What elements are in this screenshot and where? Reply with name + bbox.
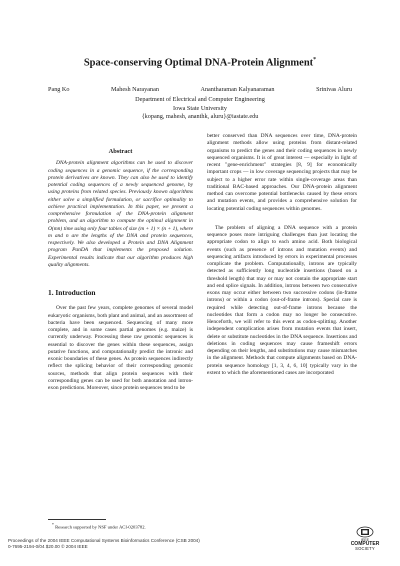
department: Department of Electrical and Computer Engineering: [135, 96, 265, 103]
intro-paragraph-1: Over the past few years, complete genomes of several model eukaryotic organisms, both plant and animal, and an assortment of bacteria have been sequenced. Sequencing of many more complete, and in some cases partial genomes (e.g. maize) is currently underway. Processing these raw genomic sequences is essential to discover the genes within these sequences, assign putative functions, and computationally predict the intronic and exonic boundaries of these genes. As protein sequences indirectly reflect the splicing behavior of their corresponding genomic sources, methods that align protein sequences with their corresponding genes can be used for both annotation and intron-exon predictions. Moreover, since protein sequences tend to be: [48, 305, 193, 391]
abstract-heading: Abstract: [108, 148, 133, 155]
university: Iowa State University: [173, 104, 227, 112]
author-3: Anantharaman Kalyanaraman: [200, 86, 275, 93]
affiliation: [40, 96, 360, 122]
proceedings-info: [8, 538, 200, 550]
proceedings-line-2: 0-7695-2194-0/04 $20.00 © 2004 IEEE: [8, 544, 88, 550]
author-list: [48, 86, 352, 93]
author-4: Srinivas Aluru: [316, 86, 352, 93]
author-2: Mahesh Narayanan: [111, 86, 159, 93]
footnote-marker: *: [52, 523, 54, 527]
footnote: [52, 523, 146, 530]
footnote-divider: [48, 519, 106, 520]
society-emblem-icon: [356, 526, 374, 538]
abstract-text: DNA-protein alignment algorithms can be used to discover coding sequences in a genomic sequence, if the corresponding protein derivatives are known. They can also be used to identify potential coding sequences of a newly sequenced genome, by using proteins from related species. Previously known algorithms either solve a simplified formulation, or sacrifice optimality to achieve practical implementation. In this paper, we present a comprehensive formulation of the DNA-protein alignment problem, and an algorithm to compute the optimal alignment in O(mn) time using only four tables of size (m + 1) × (n + 1), where m and n are the lengths of the DNA and protein sequences, respectively. We also developed a Protein and DNA Alignment program PanDA that implements the proposed solution. Experimental results indicate that our algorithm produces high quality alignments.: [48, 160, 193, 268]
title-footnote-marker: *: [313, 57, 317, 63]
footnote-text: Research supported by NSF under ACI-0203782.: [55, 524, 146, 530]
logo-line-ieee: IEEE: [360, 538, 370, 542]
section-heading-introduction: 1. Introduction: [48, 288, 96, 297]
computer-society-logo: [342, 526, 388, 560]
right-column: [207, 133, 357, 377]
proceedings-line-1: Proceedings of the 2004 IEEE Computational Systems Bioinformatics Conference (CSB 2004): [8, 538, 200, 543]
intro-paragraph-2: The problem of aligning a DNA sequence with a protein sequence poses more intriguing challenges than just locating the appropriate codon to align to each amino acid. Both biological events (such as presence of introns and mutation events) and sequencing artifacts introduced by errors in experimental processes complicate the problem. Computationally, introns are typically detected as sufficiently long nucleotide insertions (based on a threshold length) that may or may not contain the appropriate start and end splice signals. In addition, introns between two consecutive exons may occur either between two successive codons (in-frame introns) or within a codon (out-of-frame introns). Special care is required while detecting out-of-frame introns because the nucleotides that form a codon may no longer be consecutive. Henceforth, we will refer to this event as codon-splitting. Another independent complication arises from mutation events that insert, delete or substitute nucleotides in the DNA sequence. Insertions and deletions in coding sequences may cause frameshift errors depending on their lengths, and substitutions may cause mismatches in the alignment. Methods that compute alignments based on DNA-protein sequence homology [1, 3, 4, 6, 10] typically vary in the extent to which the aforementioned cases are incorporated: [207, 224, 357, 376]
paper-title: [40, 57, 360, 69]
author-1: Pang Ko: [48, 86, 70, 93]
paper-title-text: Space-conserving Optimal DNA-Protein Alignment: [83, 57, 314, 69]
intro-paragraph-1-continued: better conserved than DNA sequences over time, DNA-protein alignment methods allow using proteins from distant-related organisms to predict the genes and their coding sequences in newly sequenced organisms. It is of great interest — especially in light of recent "gene-enrichment" strategies [8, 9] for economically important crops — in low coverage sequencing projects that may be subject to a higher error rate within single-coverage areas than traditional BAC-based approaches. Our DNA-protein alignment method can overcome potential bottlenecks caused by these errors and mutation events, and provides a comprehensive solution for locating potential coding sequences within genomes.: [207, 133, 357, 212]
logo-line-computer: COMPUTER: [350, 541, 380, 547]
author-emails: {kopang, mahesh, ananthk, aluru}@iastate.edu: [141, 113, 259, 121]
logo-line-society: SOCIETY: [355, 546, 375, 552]
left-column: [48, 148, 193, 392]
